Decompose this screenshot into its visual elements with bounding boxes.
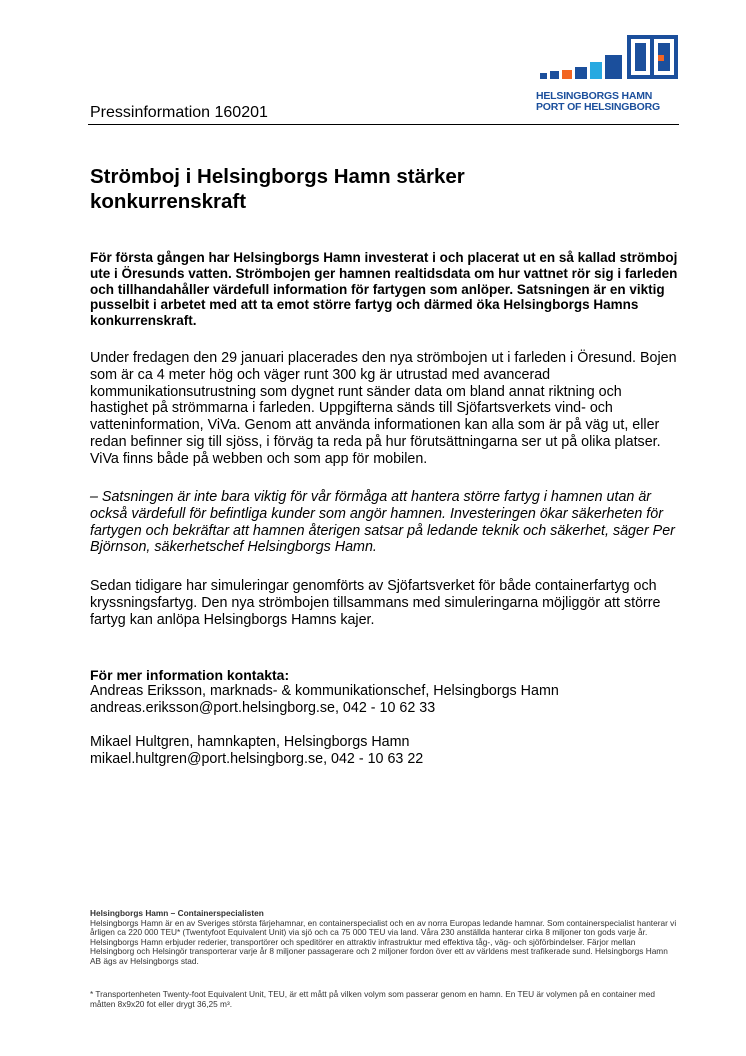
article-quote: – Satsningen är inte bara viktig för vår förmåga att hantera större fartyg i hamnen utan är också värdefull för befintliga kunder som angör hamnen. Investeringen ökar säkerheten för fartygen och bekräftar att hamnen återigen satsar på ledande teknik och säkerhet, säger Per Björnson, säkerhetschef Helsingborgs Hamn. xyxy=(90,489,675,556)
contact-1-name: Andreas Eriksson, marknads- & kommunikationschef, Helsingborgs Hamn xyxy=(90,683,559,699)
article-lead: För första gången har Helsingborgs Hamn investerat i och placerat ut en så kallad strömboj ute i Öresunds vatten. Strömbojen ger hamnen realtidsdata om hur vattnet rör sig i farleden och tillhandahåller värdefull information för fartygen som anlöper. Satsningen är en viktig pusselbit i arbetet med att ta emot större fartyg och därmed öka Helsingborgs Hamns konkurrenskraft. xyxy=(90,250,678,329)
header-rule xyxy=(88,124,679,125)
logo-text-line2: PORT OF HELSINGBORG xyxy=(536,101,660,113)
contact-2-details: mikael.hultgren@port.helsingborg.se, 042 - 10 63 22 xyxy=(90,751,424,767)
article-paragraph-3: Sedan tidigare har simuleringar genomförts av Sjöfartsverket för både containerfartyg och kryssningsfartyg. Den nya strömbojen tillsammans med simuleringarna möjliggör att större fartyg kan anlöpa Helsingborgs Hamns kajer. xyxy=(90,578,661,628)
footer-title: Helsingborgs Hamn – Containerspecialisten xyxy=(90,908,264,918)
contact-2-name: Mikael Hultgren, hamnkapten, Helsingborgs Hamn xyxy=(90,734,410,750)
footnote: * Transportenheten Twenty-foot Equivalent Unit, TEU, är ett mått på vilken volym som passerar genom en hamn. En TEU är volymen på en container med måtten 8x9x20 fot eller drygt 36,25 m³. xyxy=(90,989,655,1009)
footer-body: Helsingborgs Hamn är en av Sveriges största färjehamnar, en containerspecialist och en av norra Europas ledande hamnar. Som containerspecialist hanterar vi årligen ca 220 000 TEU* (Twentyfoot Equivalent Unit) via sjö och ca 75 000 TEU via land. Våra 230 anställda hanterar cirka 8 miljoner ton gods varje år. Helsingborgs Hamn erbjuder rederier, transportörer och speditörer en attraktiv infrastruktur med effektiva tåg-, väg- och sjöförbindelser. Färjor mellan Helsingborg och Helsingör transporterar varje år 8 miljoner passagerare och 2 miljoner fordon över ett av världens mest trafikerade sund. Helsingborgs Hamn AB ägs av Helsingborgs stad. xyxy=(90,917,677,966)
article-title: Strömboj i Helsingborgs Hamn stärker konkurrenskraft xyxy=(90,165,465,213)
contact-1-details: andreas.eriksson@port.helsingborg.se, 042 - 10 62 33 xyxy=(90,700,436,716)
article-paragraph-1: Under fredagen den 29 januari placerades den nya strömbojen ut i farleden i Öresund. Bojen som är ca 4 meter hög och väger runt 300 kg är utrustad med avancerad kommunikationsutrustning som dygnet runt sänder data om bland annat riktning och hastighet på strömmarna i farleden. Uppgifterna sänds till Sjöfartsverkets vind- och vatteninformation, ViVa. Genom att använda informationen kan alla som är på väg ut, eller redan befinner sig till sjöss, i förväg ta reda på hur förutsättningarna ser ut på olika platser. ViVa finns både på webben och som app för mobilen. xyxy=(90,350,677,467)
logo-text-line1: HELSINGBORGS HAMN xyxy=(536,90,653,102)
contact-heading: För mer information kontakta: xyxy=(90,667,290,683)
press-header-title: Pressinformation 160201 xyxy=(90,104,268,121)
logo-mark-icon xyxy=(530,35,680,95)
footer xyxy=(90,909,680,967)
